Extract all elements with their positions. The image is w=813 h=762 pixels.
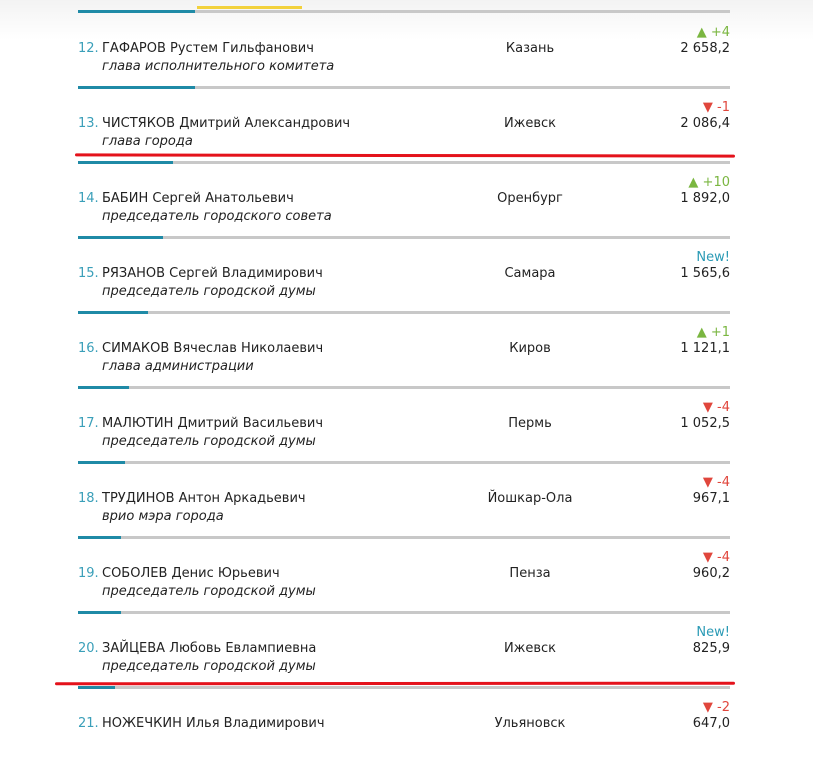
rank-number: 19. <box>78 566 99 581</box>
ranking-row <box>0 312 813 387</box>
rank-change: ▲ +4 <box>696 25 730 40</box>
city-name: Пенза <box>509 566 551 581</box>
city-name: Киров <box>509 341 551 356</box>
score-value: 1 892,0 <box>680 191 730 206</box>
rank-change: ▼ -4 <box>702 400 730 415</box>
score-value: 1 565,6 <box>680 266 730 281</box>
person-role: глава исполнительного комитета <box>102 59 335 74</box>
person-name: ЗАЙЦЕВА Любовь Евлампиевна <box>102 641 317 656</box>
rank-number: 20. <box>78 641 99 656</box>
ranking-row <box>0 237 813 312</box>
ranking-row <box>0 387 813 462</box>
rank-number: 12. <box>78 41 99 56</box>
score-value: 1 121,1 <box>680 341 730 356</box>
rank-change: ▼ -2 <box>702 700 730 715</box>
rank-number: 17. <box>78 416 99 431</box>
person-name: БАБИН Сергей Анатольевич <box>102 191 294 206</box>
ranking-row <box>0 87 813 162</box>
rank-number: 18. <box>78 491 99 506</box>
city-name: Пермь <box>508 416 552 431</box>
rank-change: New! <box>696 625 730 640</box>
ranking-row <box>0 612 813 687</box>
score-value: 2 658,2 <box>680 41 730 56</box>
person-role: председатель городской думы <box>102 434 316 449</box>
person-role: председатель городской думы <box>102 659 316 674</box>
rank-change: ▼ -4 <box>702 550 730 565</box>
city-name: Ижевск <box>503 641 557 656</box>
person-name: ЧИСТЯКОВ Дмитрий Александрович <box>102 116 351 131</box>
person-role: глава города <box>102 134 193 149</box>
rank-number: 21. <box>78 716 99 731</box>
person-role: председатель городской думы <box>102 284 316 299</box>
person-role: председатель городской думы <box>102 584 316 599</box>
city-name: Ижевск <box>503 116 557 131</box>
rank-number: 15. <box>78 266 99 281</box>
rank-number: 14. <box>78 191 99 206</box>
person-name: ГАФАРОВ Рустем Гильфанович <box>102 41 314 56</box>
highlight-bar <box>197 6 302 9</box>
score-value: 647,0 <box>692 716 730 731</box>
city-name: Оренбург <box>497 191 563 206</box>
person-role: председатель городского совета <box>102 209 332 224</box>
city-name: Казань <box>505 41 555 56</box>
rank-change: ▼ -1 <box>702 100 730 115</box>
ranking-row <box>0 12 813 87</box>
city-name: Йошкар-Ола <box>487 491 573 506</box>
rank-change: ▼ -4 <box>702 475 730 490</box>
person-name: ТРУДИНОВ Антон Аркадьевич <box>102 491 306 506</box>
ranking-row <box>0 162 813 237</box>
ranking-row <box>0 687 813 762</box>
annotation-red-line <box>55 682 735 686</box>
rank-change: New! <box>696 250 730 265</box>
score-value: 1 052,5 <box>680 416 730 431</box>
person-role: глава администрации <box>102 359 254 374</box>
rank-change: ▲ +1 <box>696 325 730 340</box>
person-name: НОЖЕЧКИН Илья Владимирович <box>102 716 325 731</box>
ranking-row <box>0 462 813 537</box>
score-value: 2 086,4 <box>680 116 730 131</box>
person-name: МАЛЮТИН Дмитрий Васильевич <box>102 416 323 431</box>
rank-change: ▲ +10 <box>688 175 730 190</box>
person-role: врио мэра города <box>102 509 224 524</box>
score-value: 825,9 <box>692 641 730 656</box>
person-name: СИМАКОВ Вячеслав Николаевич <box>102 341 324 356</box>
rank-number: 16. <box>78 341 99 356</box>
person-name: СОБОЛЕВ Денис Юрьевич <box>102 566 280 581</box>
person-name: РЯЗАНОВ Сергей Владимирович <box>102 266 323 281</box>
ranking-row <box>0 537 813 612</box>
city-name: Самара <box>504 266 556 281</box>
city-name: Ульяновск <box>494 716 566 731</box>
score-value: 960,2 <box>692 566 730 581</box>
rank-number: 13. <box>78 116 99 131</box>
score-value: 967,1 <box>692 491 730 506</box>
